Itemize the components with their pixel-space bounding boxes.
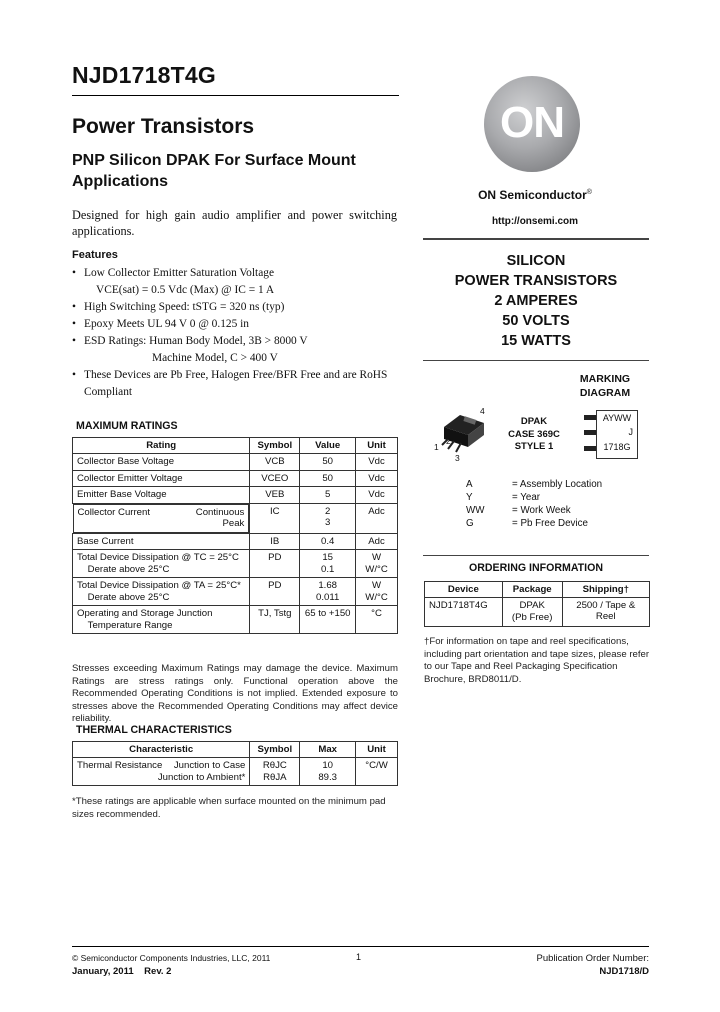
rating-value: 50: [300, 454, 356, 471]
rating-value: 2 3: [300, 503, 356, 533]
features-heading: Features: [72, 249, 118, 261]
package-label: DPAK CASE 369C STYLE 1: [508, 416, 560, 452]
dpak-package-icon: [430, 405, 500, 465]
rating-unit: Vdc: [356, 487, 398, 504]
thermal-footnote: *These ratings are applicable when surface mounted on the minimum pad sizes recommended.: [72, 796, 386, 820]
legend-row: [466, 517, 608, 530]
table-row: [73, 606, 398, 634]
feature-item: • These Devices are Pb Free, Halogen Free/BFR Free and are RoHS Compliant: [72, 367, 407, 401]
rating-label: Collector Current: [77, 506, 151, 518]
spec-summary: [423, 251, 649, 351]
legend-desc: = Pb Free Device: [512, 518, 588, 529]
rating-symbol: PD: [250, 578, 300, 606]
spec-line: 15 WATTS: [501, 333, 571, 349]
legend-desc: = Work Week: [512, 505, 571, 516]
features-list: [72, 265, 407, 401]
feature-item: • ESD Ratings: Human Body Model, 3B > 8000 V: [72, 333, 407, 350]
col-header: Device: [425, 582, 503, 598]
logo-text: ON: [500, 98, 564, 147]
rating-cell: Collector Emitter Voltage: [73, 470, 250, 487]
col-header: Package: [502, 582, 562, 598]
footer-rule: [72, 946, 649, 947]
rating-unit: W W/°C: [356, 550, 398, 578]
marking-line: J: [628, 427, 633, 437]
company-name: ON Semiconductor®: [478, 188, 592, 202]
company-url[interactable]: http://onsemi.com: [491, 216, 579, 227]
page-number: 1: [356, 952, 362, 962]
ordering-note: †For information on tape and reel specifications, including part orientation and tape sizes, please refer to our Tape and Reel Packaging Specification Brochure, BRD8011/D.: [424, 636, 650, 685]
page-subtitle: PNP Silicon DPAK For Surface Mount Applications: [72, 152, 356, 190]
ordering-heading: ORDERING INFORMATION: [469, 562, 603, 574]
rating-cell: Base Current: [73, 533, 250, 550]
copyright: © Semiconductor Components Industries, LLC, 2011: [72, 953, 271, 963]
thermal-label-b: Junction to Ambient*: [157, 771, 246, 783]
rating-cell: [73, 504, 250, 533]
col-header: Symbol: [250, 742, 300, 758]
title-rule: [72, 95, 399, 96]
rating-value: 0.4: [300, 533, 356, 550]
rating-value: 15 0.1: [300, 550, 356, 578]
ordering-device: NJD1718T4G: [425, 598, 503, 627]
marking-line: 1718G: [603, 442, 631, 452]
rating-value: 65 to +150: [300, 606, 356, 634]
rating-cell: Collector Base Voltage: [73, 454, 250, 471]
publication-label: Publication Order Number:: [536, 953, 649, 964]
thermal-max: 10 89.3: [300, 758, 356, 786]
marking-pins-icon: [584, 412, 598, 456]
stress-note: Stresses exceeding Maximum Ratings may damage the device. Maximum Ratings are stress ratings only. Functional operation above the Recommended Operating Conditions is not implied. Extended exposure to stresses above the Recommended Operating Conditions may affect device reliability.: [72, 663, 398, 724]
rating-unit: Vdc: [356, 470, 398, 487]
table-row: [425, 598, 650, 627]
divider: [423, 360, 649, 361]
col-header: Value: [300, 438, 356, 454]
page-title: Power Transistors: [72, 115, 255, 138]
divider: [423, 555, 649, 556]
table-row: [73, 487, 398, 504]
table-row: [73, 503, 398, 533]
legend-row: [466, 478, 608, 491]
rating-value: 50: [300, 470, 356, 487]
legend-desc: = Assembly Location: [512, 479, 603, 490]
rating-symbol: IB: [250, 533, 300, 550]
feature-item: • High Switching Speed: tSTG = 320 ns (typ): [72, 299, 407, 316]
col-header: Symbol: [250, 438, 300, 454]
col-header: Rating: [73, 438, 250, 454]
legend-code: G: [466, 518, 474, 529]
pin-label-2: 2: [446, 436, 451, 446]
feature-subitem: VCE(sat) = 0.5 Vdc (Max) @ IC = 1 A: [96, 284, 275, 296]
footer-left: [72, 952, 270, 978]
rating-symbol: VCB: [250, 454, 300, 471]
table-row: [73, 550, 398, 578]
pin-label-3: 3: [455, 453, 460, 463]
ordering-package: DPAK (Pb Free): [502, 598, 562, 627]
rating-symbol: TJ, Tstg: [250, 606, 300, 634]
rating-symbol: PD: [250, 550, 300, 578]
rating-value: 1.68 0.011: [300, 578, 356, 606]
spec-line: POWER TRANSISTORS: [454, 273, 618, 289]
rating-cell: Emitter Base Voltage: [73, 487, 250, 504]
rating-cell: Operating and Storage Junction Temperature Range: [73, 606, 250, 634]
rating-unit: Adc: [356, 533, 398, 550]
spec-line: 50 VOLTS: [502, 313, 570, 329]
thermal-label-a: Junction to Case: [173, 760, 246, 771]
thermal-symbol: RθJC RθJA: [250, 758, 300, 786]
col-header: Shipping†: [562, 582, 649, 598]
pin-label-4: 4: [480, 406, 485, 416]
ordering-shipping: 2500 / Tape & Reel: [562, 598, 649, 627]
thermal-char-cell: [73, 758, 250, 786]
publication-number: NJD1718/D: [599, 966, 649, 977]
rating-symbol: VCEO: [250, 470, 300, 487]
spec-line: 2 AMPERES: [494, 293, 578, 309]
marking-legend: [466, 478, 608, 530]
rating-value: 5: [300, 487, 356, 504]
trademark: ®: [586, 189, 592, 196]
marking-diagram-heading: MARKING DIAGRAM: [579, 373, 631, 399]
spec-line: SILICON: [506, 253, 566, 269]
ordering-table: [424, 581, 650, 627]
rating-cell: Total Device Dissipation @ TA = 25°C* Derate above 25°C: [73, 578, 250, 606]
intro-text: Designed for high gain audio amplifier and power switching applications.: [72, 208, 397, 238]
table-row: [73, 470, 398, 487]
legend-row: [466, 504, 608, 517]
rating-unit: °C: [356, 606, 398, 634]
thermal-heading: THERMAL CHARACTERISTICS: [76, 724, 232, 736]
rating-symbol: VEB: [250, 487, 300, 504]
col-header: Characteristic: [73, 742, 250, 758]
legend-code: Y: [466, 492, 473, 503]
legend-code: A: [466, 479, 473, 490]
rating-cell: Total Device Dissipation @ TC = 25°C Derate above 25°C: [73, 550, 250, 578]
rating-sublabel: Continuous Peak: [195, 506, 245, 529]
table-row: [73, 454, 398, 471]
legend-desc: = Year: [512, 492, 541, 503]
legend-row: [466, 491, 608, 504]
rating-unit: W W/°C: [356, 578, 398, 606]
col-header: Unit: [356, 438, 398, 454]
marking-box: [596, 410, 638, 459]
feature-item: • Low Collector Emitter Saturation Voltage: [72, 265, 407, 282]
rating-unit: Vdc: [356, 454, 398, 471]
table-row: [73, 578, 398, 606]
thermal-label: Thermal Resistance: [77, 760, 163, 771]
legend-code: WW: [466, 505, 485, 516]
divider: [423, 238, 649, 240]
rating-symbol: IC: [250, 503, 300, 533]
revision-date: January, 2011 Rev. 2: [72, 966, 172, 977]
part-number: NJD1718T4G: [72, 62, 216, 88]
col-header: Unit: [356, 742, 398, 758]
thermal-unit: °C/W: [356, 758, 398, 786]
feature-subitem: Machine Model, C > 400 V: [152, 352, 278, 364]
max-ratings-table: [72, 437, 398, 634]
table-row: [73, 533, 398, 550]
rating-unit: Adc: [356, 503, 398, 533]
pin-label-1: 1: [434, 442, 439, 452]
max-ratings-heading: MAXIMUM RATINGS: [76, 420, 178, 432]
marking-line: AYWW: [602, 413, 632, 423]
table-row: [73, 758, 398, 786]
col-header: Max: [300, 742, 356, 758]
footer-right: [500, 952, 649, 978]
max-ratings-body: [73, 454, 398, 634]
feature-item: • Epoxy Meets UL 94 V 0 @ 0.125 in: [72, 316, 407, 333]
on-logo: [484, 76, 580, 172]
thermal-table: [72, 741, 398, 786]
